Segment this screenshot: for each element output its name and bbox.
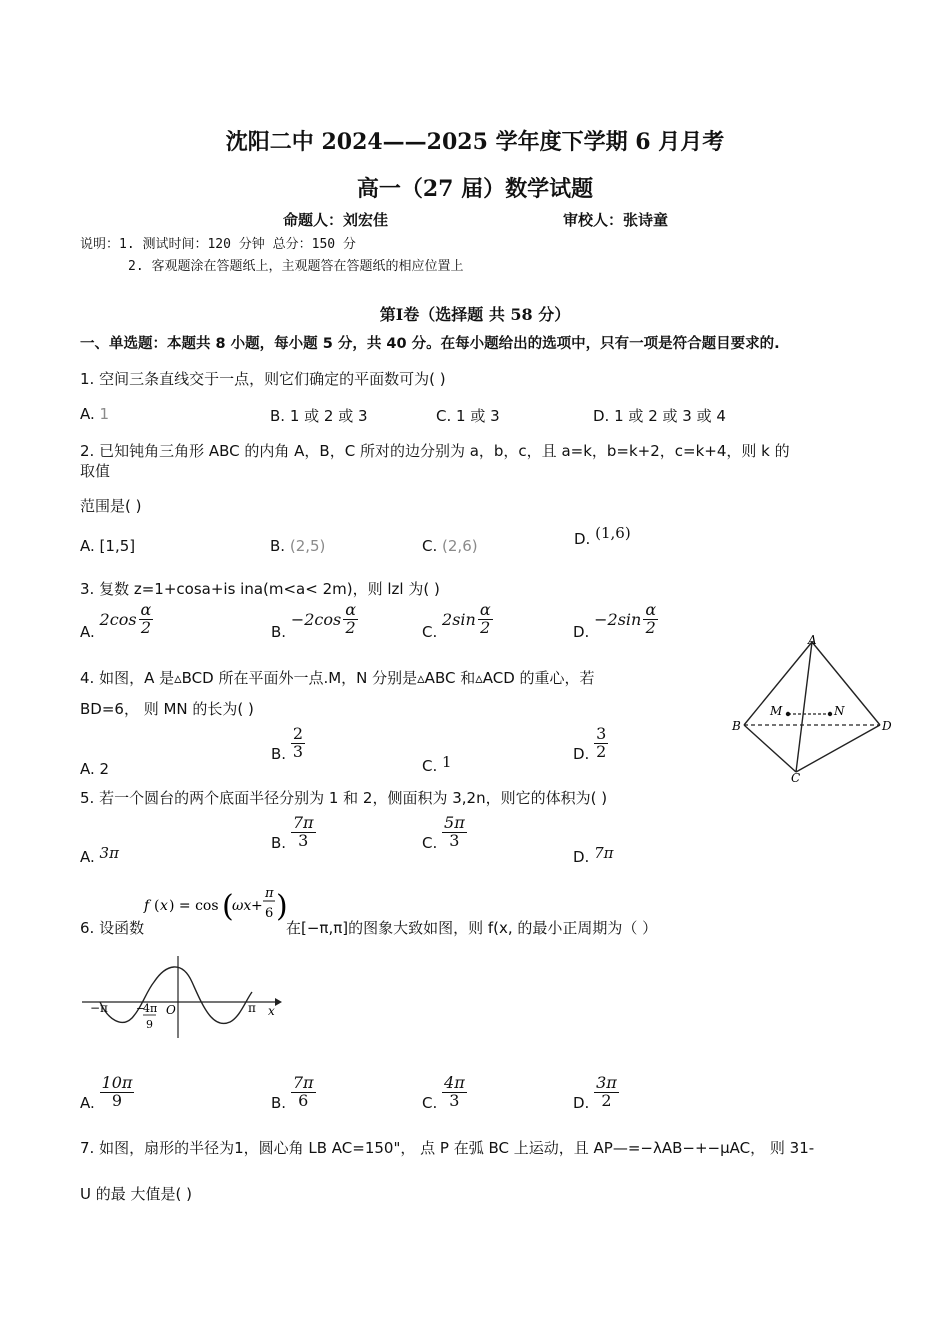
svg-text:+: + <box>251 898 263 914</box>
exam-note-1: 说明：1. 测试时间：120 分钟 总分：150 分 <box>80 237 356 252</box>
q2-stem-line2: 取值 <box>80 462 111 480</box>
tetrahedron-figure <box>730 630 900 785</box>
q3-option-a: A. 2cos $\frac{\alpha}{2}$ <box>80 600 152 641</box>
svg-text:x: x <box>160 898 168 914</box>
q4-option-b: B. $\frac{2}{3}$ <box>271 724 304 763</box>
label-mark-num: 4π <box>143 1002 158 1015</box>
label-c: C <box>791 771 801 785</box>
q5-option-d: D. 7π <box>573 844 614 866</box>
q4-stem-line2: BD=6， 则 MN 的长为( ) <box>80 700 254 718</box>
q1-option-c: C. 1 或 3 <box>436 407 500 425</box>
q2-option-b: B. (2,5) <box>270 537 326 555</box>
label-n: N <box>834 704 845 718</box>
exam-title: 沈阳二中 2024——2025 学年度下学期 6 月月考 <box>225 129 725 155</box>
svg-text:f: f <box>144 898 150 914</box>
q7-stem-line2: U 的最 大值是( ) <box>80 1185 192 1203</box>
q1-option-a: A. 1 <box>80 405 110 423</box>
q5-option-c: C. $\frac{5\pi}{3}$ <box>422 813 465 852</box>
q4-stem-line1: 4. 如图，A 是▵BCD 所在平面外一点.M，N 分别是▵ABC 和▵ACD 的重心，若 <box>80 669 595 687</box>
svg-text:) = cos: ) = cos <box>169 898 219 914</box>
cosine-graph <box>80 952 285 1042</box>
label-pi: π <box>248 1001 256 1015</box>
q1-stem: 1. 空间三条直线交于一点，则它们确定的平面数可为( ) <box>80 370 446 388</box>
q2-option-d: D. (1,6) <box>574 524 631 548</box>
q6-option-a: A. $\frac{10\pi}{9}$ <box>80 1073 133 1112</box>
label-mark-den: 9 <box>146 1018 153 1031</box>
label-mark-sign: − <box>136 1002 146 1015</box>
q6-option-c: C. $\frac{4\pi}{3}$ <box>422 1073 465 1112</box>
label-m: M <box>770 704 783 718</box>
q1-option-b: B. 1 或 2 或 3 <box>270 407 368 425</box>
q2-option-c: C. (2,6) <box>422 537 478 555</box>
q7-stem-line1: 7. 如图，扇形的半径为1，圆心角 LB AC=150"， 点 P 在弧 BC 上运动，且 AP—=−λAB−+−μAC， 则 31- <box>80 1139 815 1157</box>
svg-text:ωx: ωx <box>232 898 252 914</box>
exam-note-2: 2. 客观题涂在答题纸上，主观题答在答题纸的相应位置上 <box>128 259 464 274</box>
q1-option-d: D. 1 或 2 或 3 或 4 <box>593 407 726 425</box>
svg-text:π: π <box>265 886 274 901</box>
q3-stem: 3. 复数 z=1+cosa+is ina(m<a< 2m)，则 lzl 为( ) <box>80 580 440 598</box>
q6-stem-suffix: 在[−π,π]的图象大致如图，则 f(x, 的最小正周期为（ ） <box>286 919 658 937</box>
exam-subtitle: 高一（27 届）数学试题 <box>356 176 594 202</box>
q3-option-d: D. −2sin $\frac{\alpha}{2}$ <box>573 600 657 641</box>
section-title: 第Ⅰ卷（选择题 共 58 分） <box>379 305 571 324</box>
q2-stem-line1: 2. 已知钝角三角形 ABC 的内角 A，B，C 所对的边分别为 a，b，c，且 a=k，b=k+2，c=k+4，则 k 的 <box>80 442 790 460</box>
section-instruction: 一、单选题：本题共 8 小题，每小题 5 分，共 40 分。在每小题给出的选项中，只有一项是符合题目要求的. <box>80 336 780 352</box>
svg-text:(: ( <box>154 898 160 914</box>
q5-option-a: A. 3π <box>80 844 119 866</box>
q6-option-d: D. $\frac{3\pi}{2}$ <box>573 1073 617 1112</box>
svg-text:(: ( <box>222 889 234 924</box>
q4-option-c: C. 1 <box>422 753 452 775</box>
q5-stem: 5. 若一个圆台的两个底面半径分别为 1 和 2，侧面积为 3,2n，则它的体积为( ) <box>80 789 608 807</box>
q2-stem-line3: 范围是( ) <box>80 497 142 515</box>
svg-text:6: 6 <box>265 906 274 921</box>
label-a: A <box>808 633 817 647</box>
q3-option-c: C. 2sin $\frac{\alpha}{2}$ <box>422 600 491 641</box>
q5-option-b: B. $\frac{7\pi}{3}$ <box>271 813 314 852</box>
label-d: D <box>882 719 892 733</box>
q6-option-b: B. $\frac{7\pi}{6}$ <box>271 1073 314 1112</box>
q3-option-b: B. −2cos $\frac{\alpha}{2}$ <box>271 600 357 641</box>
exam-author: 命题人：刘宏佳 <box>283 211 389 229</box>
q4-option-a: A. 2 <box>80 760 110 778</box>
q6-function-formula <box>142 880 288 932</box>
q2-option-a: A. [1,5] <box>80 537 136 555</box>
svg-text:): ) <box>276 889 288 924</box>
q4-option-d: D. $\frac{3}{2}$ <box>573 724 607 763</box>
label-b: B <box>732 719 741 733</box>
label-origin: O <box>166 1003 176 1017</box>
q6-stem-prefix: 6. 设函数 <box>80 919 145 937</box>
exam-reviewer: 审校人：张诗童 <box>563 211 669 229</box>
label-x-axis: x <box>268 1004 275 1018</box>
label-neg-pi: −π <box>90 1001 108 1015</box>
